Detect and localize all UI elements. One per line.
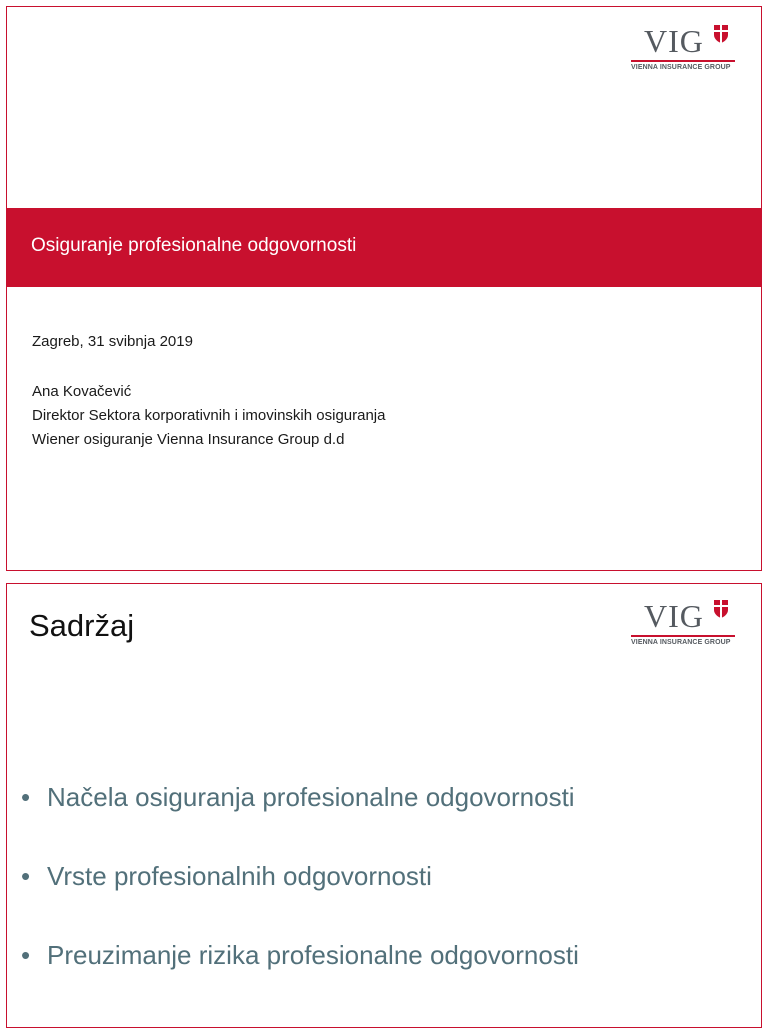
list-item-text: Vrste profesionalnih odgovornosti <box>47 861 432 891</box>
logo-wordmark: VIG <box>644 23 704 59</box>
logo-tagline: VIENNA INSURANCE GROUP <box>631 64 731 71</box>
presenter-company: Wiener osiguranje Vienna Insurance Group d.d <box>32 431 345 448</box>
logo-tagline: VIENNA INSURANCE GROUP <box>631 639 731 646</box>
bullet-icon: • <box>21 782 31 812</box>
logo-underline <box>631 635 735 637</box>
slide-heading: Sadržaj <box>29 608 135 643</box>
list-item-text: Preuzimanje rizika profesionalne odgovornosti <box>47 940 579 970</box>
bullet-icon: • <box>21 861 31 891</box>
bullet-icon: • <box>21 940 31 970</box>
presenter-name: Ana Kovačević <box>32 383 132 400</box>
list-item <box>21 940 579 971</box>
presentation-title: Osiguranje profesionalne odgovornosti <box>31 235 357 256</box>
presenter-role: Direktor Sektora korporativnih i imovinskih osiguranja <box>32 407 386 424</box>
title-band <box>7 208 761 287</box>
vig-logo <box>631 598 741 654</box>
list-item <box>21 782 575 813</box>
vig-emblem-icon <box>714 25 728 43</box>
place-date: Zagreb, 31 svibnja 2019 <box>32 333 193 350</box>
logo-wordmark: VIG <box>644 598 704 634</box>
list-item-text: Načela osiguranja profesionalne odgovornosti <box>47 782 575 812</box>
vig-emblem-icon <box>714 600 728 618</box>
vig-logo <box>631 23 741 79</box>
logo-underline <box>631 60 735 62</box>
list-item <box>21 861 432 892</box>
slide-contents <box>6 583 762 1028</box>
slide-title <box>6 6 762 571</box>
